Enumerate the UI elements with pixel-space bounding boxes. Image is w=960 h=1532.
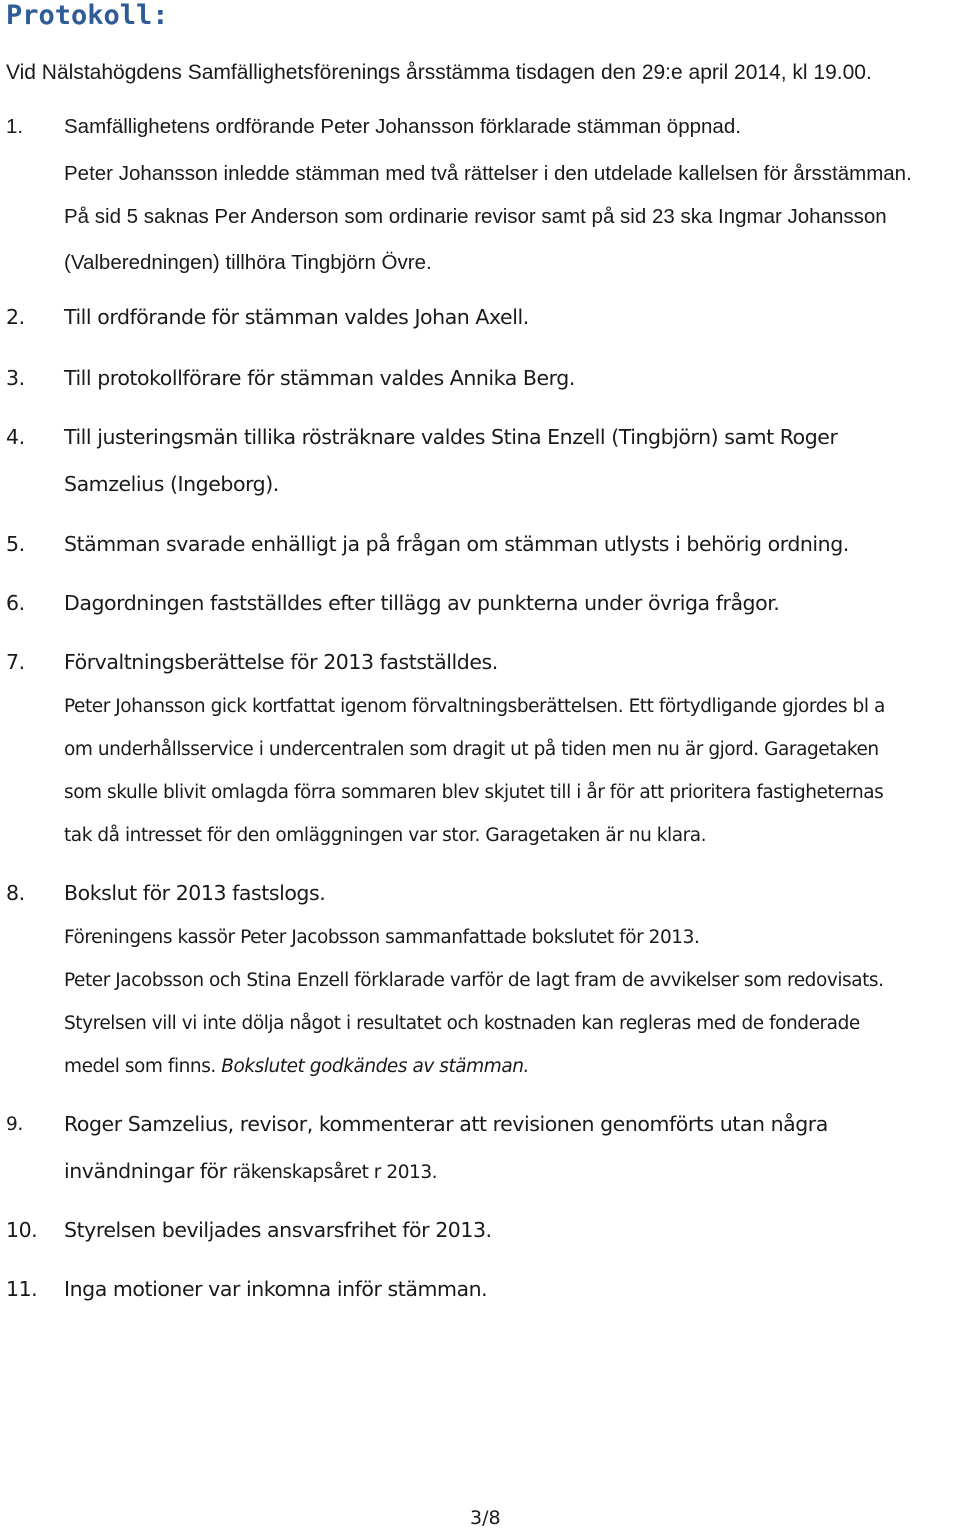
item-body-line: (Valberedningen) tillhöra Tingbjörn Övre.: [64, 251, 432, 274]
item-number: 9.: [6, 1114, 23, 1135]
item-body-line: som skulle blivit omlagda förra sommaren blev skjutet till i år för att prioritera fastigheternas: [64, 782, 884, 803]
item-number: 2.: [6, 305, 25, 329]
item-body-line-last: [64, 1056, 954, 1077]
item-number: 5.: [6, 532, 25, 556]
intro-text: Vid Nälstahögdens Samfällighetsförenings årsstämma tisdagen den 29:e april 2014, kl 19.00.: [6, 61, 872, 84]
item-number: 4.: [6, 425, 25, 449]
item-number: 6.: [6, 591, 25, 615]
body-text: medel som finns.: [64, 1056, 222, 1077]
item-heading: Roger Samzelius, revisor, kommenterar att revisionen genomförts utan några: [64, 1112, 828, 1136]
item-body-line: Styrelsen vill vi inte dölja något i resultatet och kostnaden kan regleras med de fonderade: [64, 1013, 860, 1034]
item-number: 1.: [6, 115, 24, 138]
item-number: 7.: [6, 650, 25, 674]
item-heading: Till justeringsmän tillika rösträknare valdes Stina Enzell (Tingbjörn) samt Roger: [64, 425, 838, 449]
heading-text: räkenskapsåret r 2013.: [232, 1162, 438, 1183]
item-body-line: om underhållsservice i undercentralen som dragit ut på tiden men nu är gjord. Garagetaken: [64, 739, 879, 760]
item-heading: Förvaltningsberättelse för 2013 fastställdes.: [64, 650, 498, 674]
item-heading: Till ordförande för stämman valdes Johan Axell.: [64, 305, 529, 329]
item-number: 8.: [6, 881, 25, 905]
item-heading: Bokslut för 2013 fastslogs.: [64, 881, 326, 905]
item-body-line: Peter Johansson gick kortfattat igenom förvaltningsberättelsen. Ett förtydligande gjordes bl a: [64, 696, 885, 717]
item-heading: Styrelsen beviljades ansvarsfrihet för 2013.: [64, 1218, 492, 1242]
item-heading: Samfällighetens ordförande Peter Johansson förklarade stämman öppnad.: [64, 115, 741, 138]
item-number: 10.: [6, 1218, 38, 1242]
item-heading: Dagordningen fastställdes efter tillägg av punkterna under övriga frågor.: [64, 591, 780, 615]
item-body-line: Peter Johansson inledde stämman med två rättelser i den utdelade kallelsen för årsstämman.: [64, 162, 912, 185]
item-heading: Till protokollförare för stämman valdes Annika Berg.: [64, 366, 575, 390]
item-body-line: Föreningens kassör Peter Jacobsson sammanfattade bokslutet för 2013.: [64, 927, 700, 948]
page-number: 3/8: [470, 1507, 501, 1529]
heading-text: invändningar för: [64, 1159, 233, 1183]
item-heading: Inga motioner var inkomna inför stämman.: [64, 1277, 488, 1301]
item-number: 3.: [6, 366, 25, 390]
item-body-line: tak då intresset för den omläggningen var stor. Garagetaken är nu klara.: [64, 825, 707, 846]
item-number: 11.: [6, 1277, 38, 1301]
item-heading: Stämman svarade enhälligt ja på frågan om stämman utlysts i behörig ordning.: [64, 532, 849, 556]
approval-note: Bokslutet godkändes av stämman.: [221, 1056, 529, 1077]
item-body-line: På sid 5 saknas Per Anderson som ordinarie revisor samt på sid 23 ska Ingmar Johansson: [64, 205, 887, 228]
page-title: Protokoll:: [6, 0, 169, 31]
item-body-line: Peter Jacobsson och Stina Enzell förklarade varför de lagt fram de avvikelser som redovisats.: [64, 970, 884, 991]
item-heading-continued: [64, 1159, 954, 1183]
item-heading-continued: Samzelius (Ingeborg).: [64, 472, 279, 496]
